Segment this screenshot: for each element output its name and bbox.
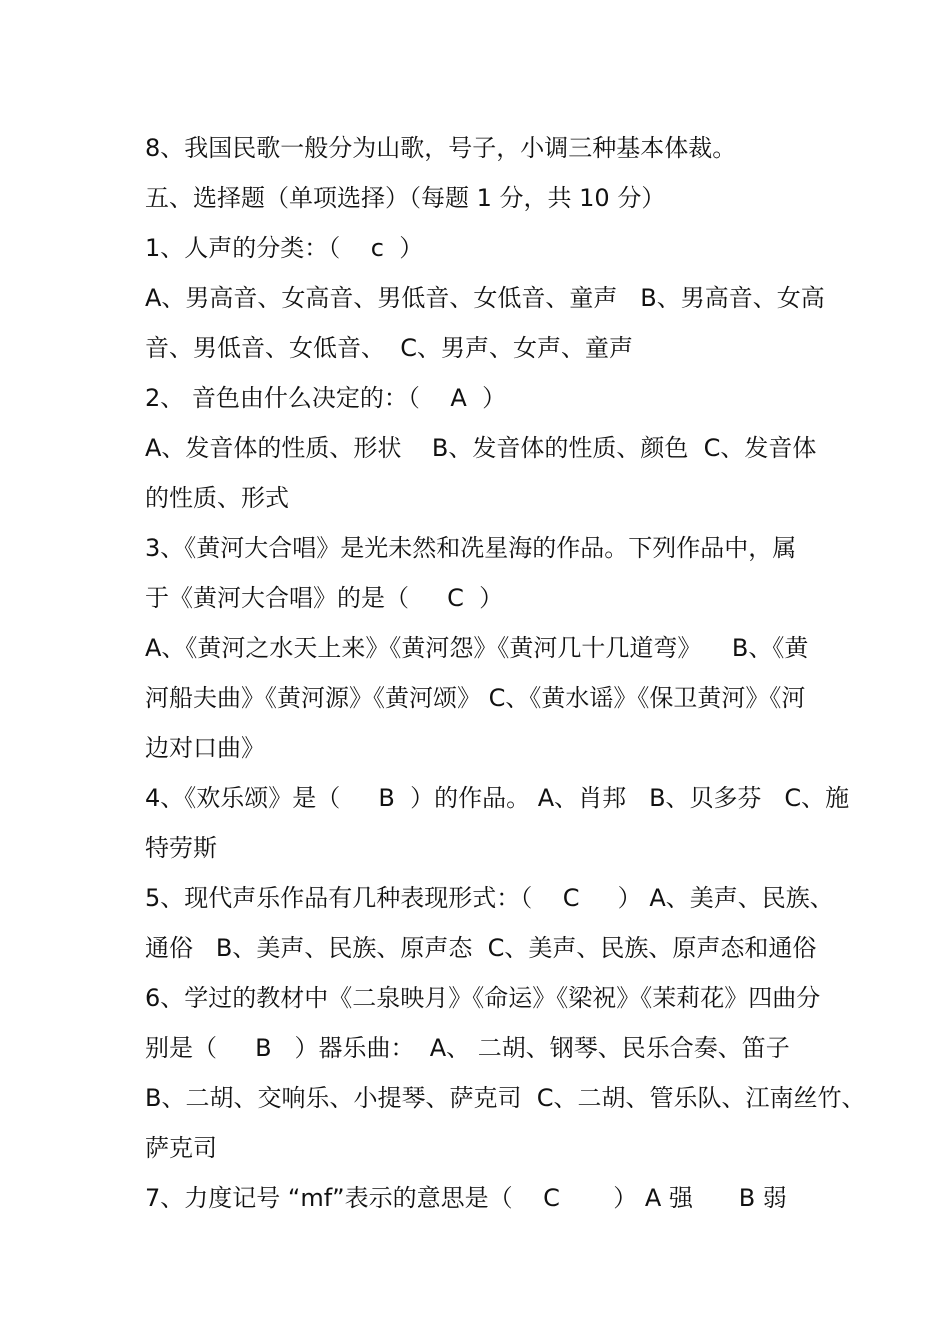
- question-6-options-cont: 萨克司: [145, 1134, 217, 1162]
- question-2-options-cont: 的性质、形式: [145, 484, 289, 512]
- text-line: 8、我国民歌一般分为山歌，号子，小调三种基本体裁。: [145, 134, 737, 162]
- question-6-options: B、二胡、交响乐、小提琴、萨克司 C、二胡、管乐队、江南丝竹、: [145, 1084, 866, 1112]
- question-7: 7、力度记号 “mf”表示的意思是（ C ） A 强 B 弱: [145, 1184, 787, 1212]
- question-1-options-cont: 音、男低音、女低音、 C、男声、女声、童声: [145, 334, 634, 362]
- question-3-cont: 于《黄河大合唱》的是（ C ）: [145, 584, 504, 612]
- question-6: 6、学过的教材中《二泉映月》《命运》《梁祝》《茉莉花》四曲分: [145, 984, 821, 1012]
- question-5-cont: 通俗 B、美声、民族、原声态 C、美声、民族、原声态和通俗: [145, 934, 817, 962]
- question-3-options-cont: 河船夫曲》《黄河源》《黄河颂》 C、《黄水谣》《保卫黄河》《河: [145, 684, 806, 712]
- question-3-options: A、《黄河之水天上来》《黄河怨》《黄河几十几道弯》 B、《黄: [145, 634, 809, 662]
- section-heading: 五、选择题（单项选择）（每题 1 分，共 10 分）: [145, 184, 666, 212]
- question-3-options-cont-2: 边对口曲》: [145, 734, 265, 762]
- question-3: 3、《黄河大合唱》是光未然和冼星海的作品。下列作品中，属: [145, 534, 797, 562]
- question-5: 5、现代声乐作品有几种表现形式：（ C ） A、美声、民族、: [145, 884, 834, 912]
- question-1: 1、人声的分类：（ c ）: [145, 234, 424, 262]
- question-4: 4、《欢乐颂》是（ B ）的作品。 A、肖邦 B、贝多芬 C、施: [145, 784, 850, 812]
- question-2: 2、 音色由什么决定的：（ A ）: [145, 384, 507, 412]
- question-6-cont: 别是（ B ）器乐曲： A、 二胡、钢琴、民乐合奏、笛子: [145, 1034, 790, 1062]
- question-4-cont: 特劳斯: [145, 834, 217, 862]
- question-1-options: A、男高音、女高音、男低音、女低音、童声 B、男高音、女高: [145, 284, 825, 312]
- question-2-options: A、发音体的性质、形状 B、发音体的性质、颜色 C、发音体: [145, 434, 817, 462]
